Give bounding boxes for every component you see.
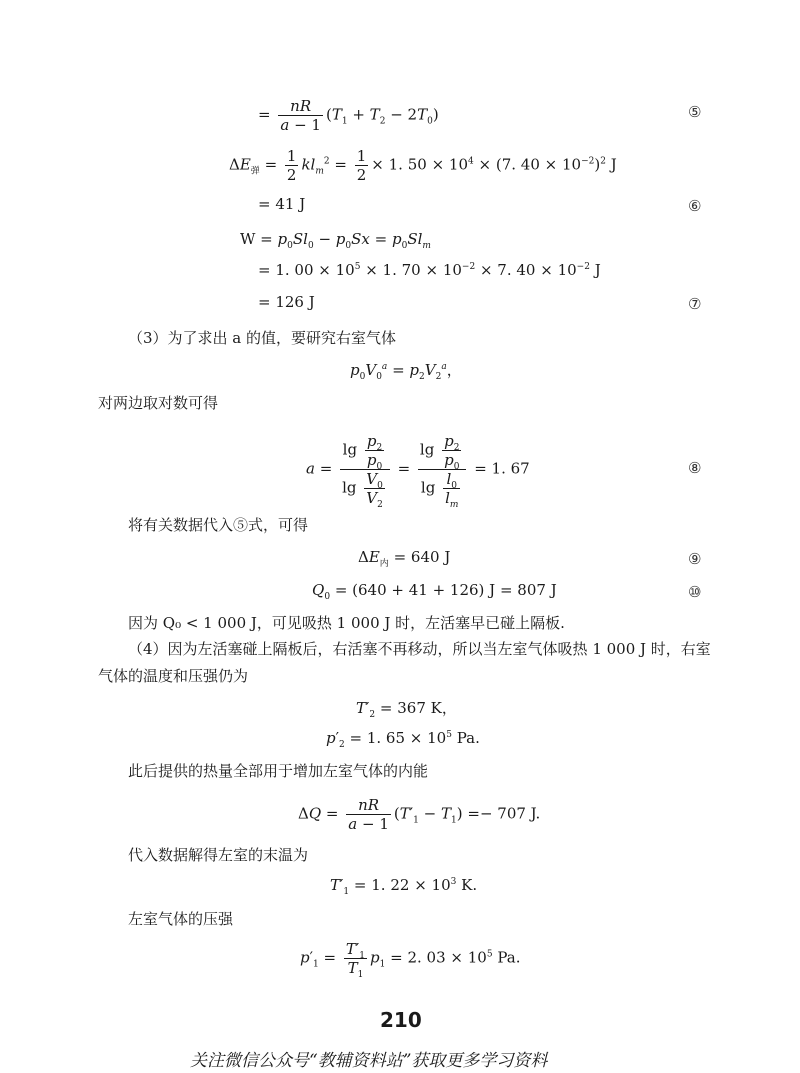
paragraph-part4-line1: （4）因为左活塞碰上隔板后，右活塞不再移动，所以当左室气体吸热 1 000 J 时，右室 xyxy=(128,640,711,658)
equation-work: $W = p_0Sl_0 - p_0Sx = p_0Sl_m$ xyxy=(240,230,431,251)
equation-heat: ΔQ = $\frac{nR}{a - 1}$ $(T'_1 - T_1) =- 707$ J. xyxy=(298,796,541,833)
equation-work-values: = 1. $00 \times 10^5 \times 1$. $70 \times 10^{-2} \times 7$. $40 \times 10^{-2}$ J xyxy=(258,261,601,279)
paragraph-log-intro: 对两边取对数可得 xyxy=(98,394,219,412)
paragraph-part4-line2: 气体的温度和压强仍为 xyxy=(98,667,249,685)
equation-marker-5: ⑤ xyxy=(688,103,702,121)
paragraph-part3: （3）为了求出 a 的值，要研究右室气体 xyxy=(128,329,397,347)
paragraph-left-pressure: 左室气体的压强 xyxy=(128,910,234,928)
equation-marker-10: ⑩ xyxy=(688,583,702,601)
equation-9: $\Delta E_内 = 640$ J xyxy=(358,548,451,569)
equation-adiabatic: $p_0V_0^a = p_2V_2^a$， xyxy=(350,361,462,382)
paragraph-substitute: 将有关数据代入⑤式，可得 xyxy=(128,516,309,534)
equation-right-pressure: $p'_2 = 1$. $65 \times 10^5$ Pa. xyxy=(326,729,480,750)
equation-marker-6: ⑥ xyxy=(688,197,702,215)
equation-10: $Q_0 = (640 + 41 + 126) J = 807$ J xyxy=(312,581,557,602)
paragraph-because: 因为 Q₀ < 1 000 J，可见吸热 1 000 J 时，左活塞早已碰上隔板. xyxy=(128,614,565,632)
page-number: 210 xyxy=(380,1008,422,1032)
equation-8: a = lg $\frac{p_2}{p_0}$ lg $\frac{V_0}{V_2}$ = lg $\frac{p_2}{p_0}$ lg $\frac{l_0}{l_m}$ = 1. 67 xyxy=(306,432,530,510)
equation-marker-7: ⑦ xyxy=(688,295,702,313)
equation-final-pressure: $p'_1$ = $\frac{T'_1}{T_1}$ $p_1 = 2$. $03 \times 10^5$ Pa. xyxy=(300,940,521,980)
footer-note: 关注微信公众号“教辅资料站”获取更多学习资料 xyxy=(190,1051,548,1071)
equation-5: = $\frac{nR}{a - 1}$ $(T_1 + T_2 - 2T_0)$ xyxy=(258,97,439,134)
equation-7: = 126 J xyxy=(258,293,315,311)
equation-marker-8: ⑧ xyxy=(688,459,702,477)
equation-marker-9: ⑨ xyxy=(688,550,702,568)
equation-right-temp: $T'_2 = 367$ K， xyxy=(356,699,457,720)
paragraph-solve-temp: 代入数据解得左室的末温为 xyxy=(128,846,309,864)
equation-final-temp: $T'_1 = 1$. $22 \times 10^3$ K. xyxy=(330,876,478,897)
equation-6: = 41 J xyxy=(258,195,306,213)
equation-spring-energy: $\Delta E_弹$ = $\frac{1}{2}$ $kl_m^2$ = $\frac{1}{2}$ × 1. $50 \times 10^4 \times (7$. $40 \times 10^{-2})^2$ J xyxy=(229,147,617,184)
paragraph-after-heat: 此后提供的热量全部用于增加左室气体的内能 xyxy=(128,762,429,780)
